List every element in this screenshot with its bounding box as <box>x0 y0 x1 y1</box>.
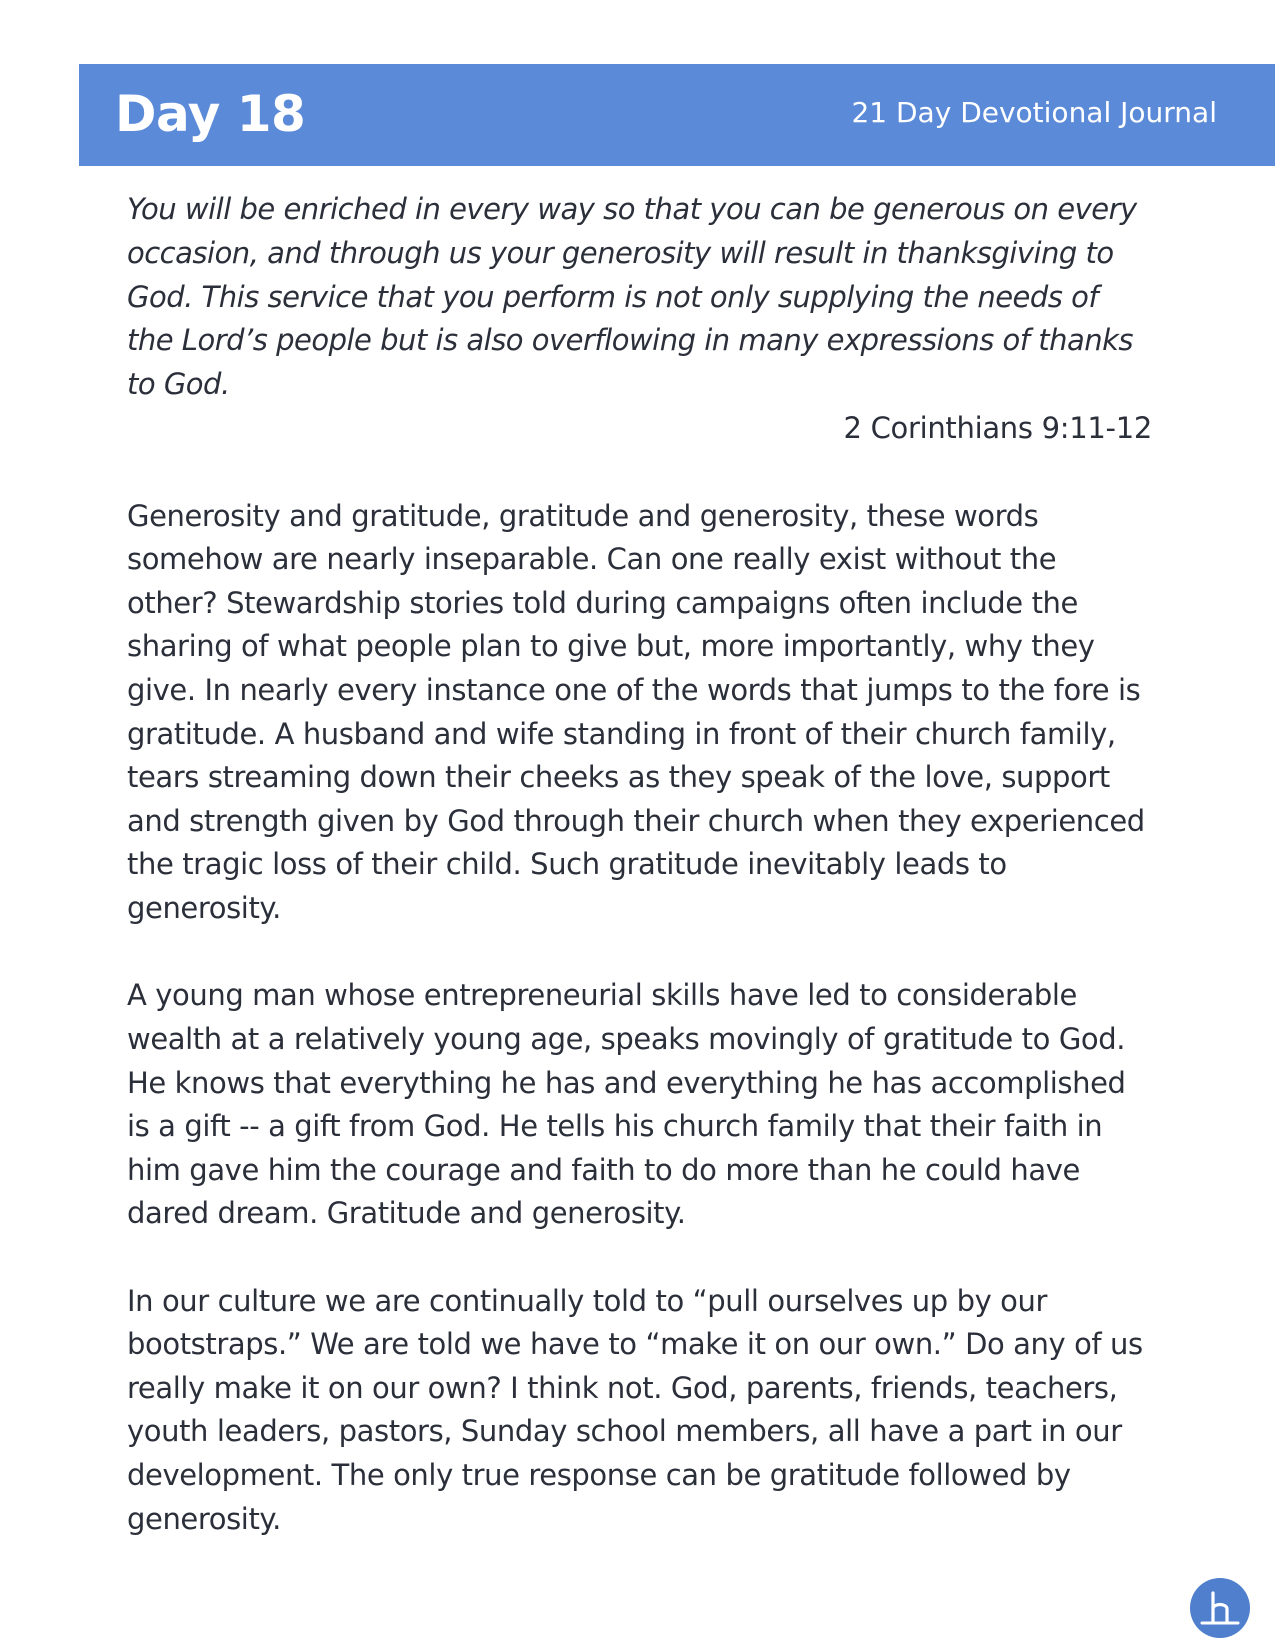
page-header <box>79 64 1275 166</box>
body-paragraph-3: In our culture we are continually told to “pull ourselves up by our bootstraps.” We are told we have to “make it on our own.” Do any of us really make it on our own? I think not. God, parents, friends, teachers, youth leaders, pastors, Sunday school members, all have a part in our development. The only true response can be gratitude followed by generosity. <box>127 1283 1143 1536</box>
page-content <box>127 188 1152 1541</box>
body-paragraph-1: Generosity and gratitude, gratitude and generosity, these words somehow are nearly inseparable. Can one really exist without the other? Stewardship stories told during campaigns often include the sharing of what people plan to give but, more importantly, why they give. In nearly every instance one of the words that jumps to the fore is gratitude. A husband and wife standing in front of their church family, tears streaming down their cheeks as they speak of the love, support and strength given by God through their church when they experienced the tragic loss of their child. Such gratitude inevitably leads to generosity. <box>127 498 1145 925</box>
journal-title: 21 Day Devotional Journal <box>851 96 1217 129</box>
scripture-reference: 2 Corinthians 9:11-12 <box>843 410 1152 445</box>
scripture-quote: You will be enriched in every way so that you can be generous on every occasion, and through us your generosity will result in thanksgiving to God. This service that you perform is not only supplying the needs of the Lord’s people but is also overflowing in many expressions of thanks to God. <box>127 192 1137 402</box>
h-logo-icon <box>1190 1578 1250 1638</box>
day-title: Day 18 <box>115 85 306 143</box>
body-paragraph-2: A young man whose entrepreneurial skills have led to considerable wealth at a relatively young age, speaks movingly of gratitude to God. He knows that everything he has and everything he has accomplished is a gift -- a gift from God. He tells his church family that their faith in him gave him the courage and faith to do more than he could have dared dream. Gratitude and generosity. <box>127 978 1126 1231</box>
